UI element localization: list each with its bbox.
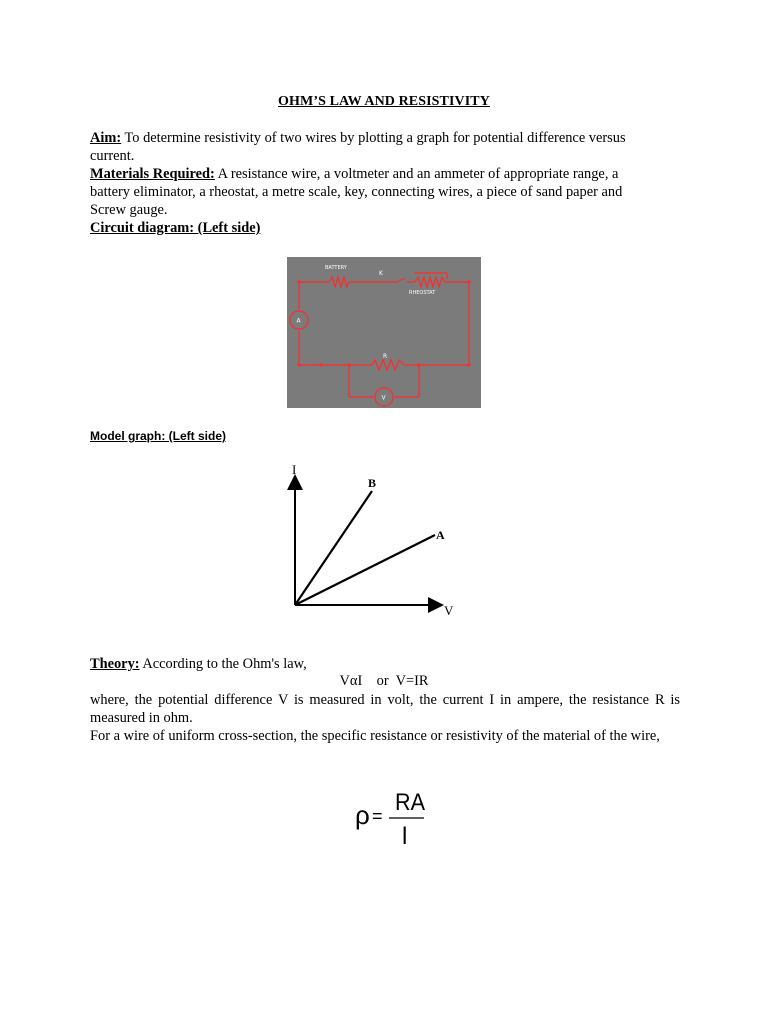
- aim-text: To determine resistivity of two wires by plotting a graph for potential difference versus: [121, 130, 626, 146]
- voltmeter-label: V: [381, 394, 386, 402]
- ammeter-label: A: [296, 317, 301, 325]
- aim-line-1: [90, 129, 680, 147]
- formula-equals: =: [372, 806, 383, 826]
- materials-line-3: Screw gauge.: [90, 202, 168, 218]
- key-label: K: [379, 270, 383, 277]
- theory-label: Theory:: [90, 656, 140, 672]
- resistor-label: R: [383, 353, 388, 360]
- formula-numerator: RA: [395, 789, 425, 816]
- materials-line-1: [90, 165, 680, 183]
- circuit-diagram: [287, 257, 481, 408]
- materials-line-2: battery eliminator, a rheostat, a metre scale, key, connecting wires, a piece of sand paper and: [90, 184, 623, 200]
- circuit-svg: [287, 257, 481, 408]
- page-title: OHM’S LAW AND RESISTIVITY: [278, 94, 490, 109]
- formula-denominator: l: [402, 823, 408, 850]
- y-axis-label: I: [292, 462, 297, 477]
- circuit-heading: [90, 219, 680, 237]
- materials-text: A resistance wire, a voltmeter and an ammeter of appropriate range, a: [214, 166, 619, 182]
- aim-paragraph: [90, 129, 680, 165]
- theory-paragraph-1: where, the potential difference V is measured in volt, the current I in ampere, the resistance R is measured in ohm.: [90, 692, 680, 726]
- model-graph: [282, 458, 472, 628]
- theory-text: According to the Ohm's law,: [139, 656, 307, 672]
- resistivity-formula: [345, 780, 465, 850]
- line-b-label: B: [368, 476, 377, 490]
- aim-label: Aim:: [90, 130, 122, 146]
- materials-label: Materials Required:: [90, 166, 215, 182]
- line-b: [295, 491, 372, 605]
- circuit-heading-text: Circuit diagram: (Left side): [90, 220, 261, 236]
- graph-heading: Model graph: (Left side): [90, 429, 226, 443]
- theory-line: [90, 655, 680, 673]
- theory-paragraph-2: For a wire of uniform cross-section, the specific resistance or resistivity of the material of the wire,: [90, 728, 660, 744]
- line-a: [295, 535, 435, 605]
- rheostat-label: RHEOSTAT: [409, 290, 436, 296]
- line-a-label: A: [436, 528, 445, 542]
- aim-line-2: current.: [90, 148, 135, 164]
- battery-label: BATTERY: [325, 265, 347, 271]
- formula-rho: ρ: [355, 800, 370, 830]
- materials-paragraph: [90, 165, 680, 219]
- x-axis-label: V: [444, 603, 454, 618]
- ohms-relation: VαI or V=IR: [339, 673, 429, 689]
